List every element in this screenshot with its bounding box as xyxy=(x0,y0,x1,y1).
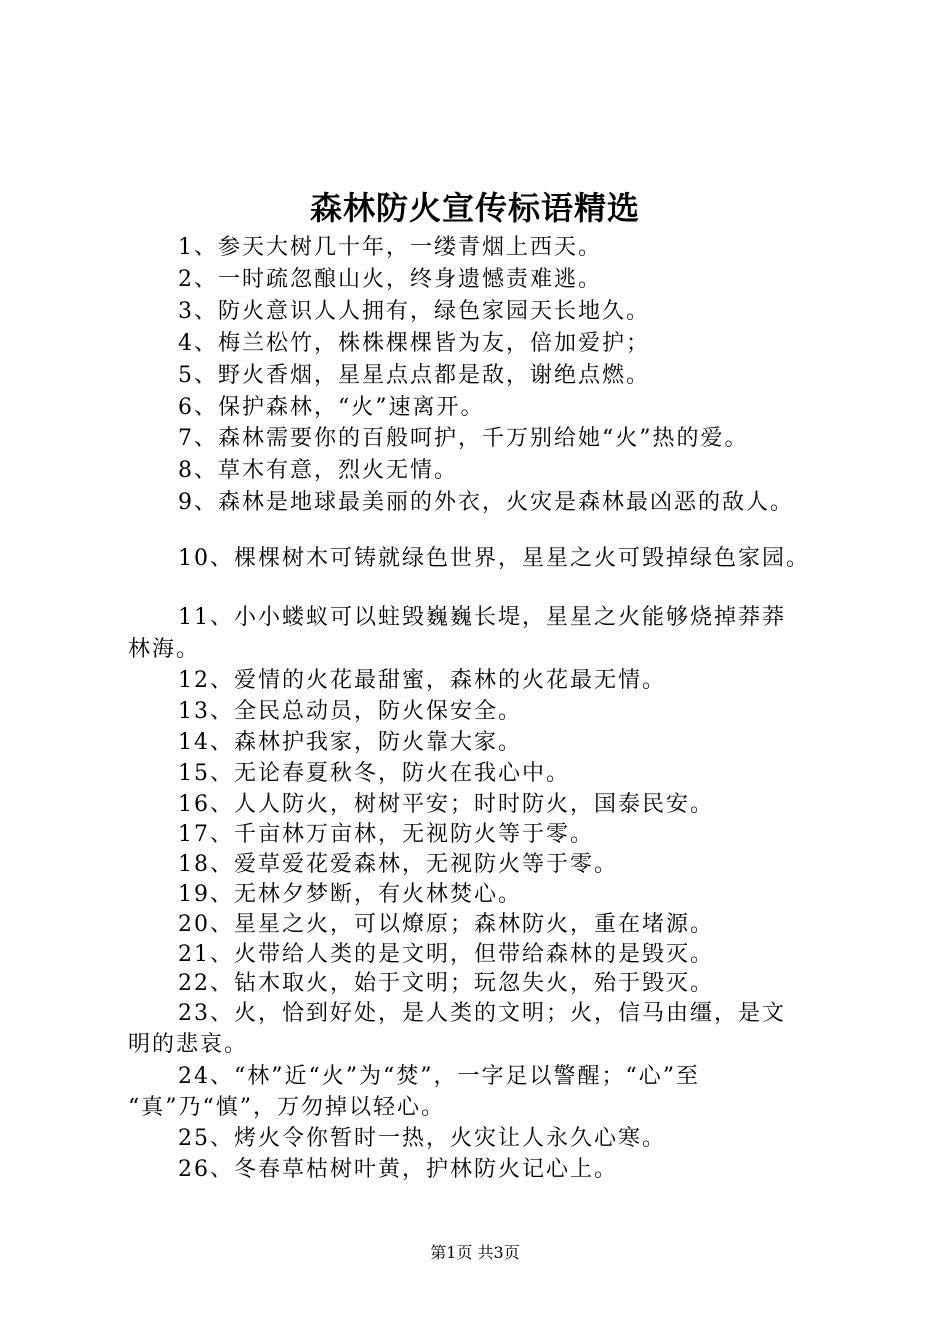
slogan-line: 10、棵棵树木可铸就绿色世界，星星之火可毁掉绿色家园。 xyxy=(178,546,810,571)
slogan-line: 13、全民总动员，防火保安全。 xyxy=(178,699,522,724)
slogan-line: 5、野火香烟，星星点点都是敌，谢绝点燃。 xyxy=(178,363,650,388)
slogan-line: 14、森林护我家，防火靠大家。 xyxy=(178,730,522,755)
slogan-line: 16、人人防火，树树平安；时时防火，国泰民安。 xyxy=(178,792,714,817)
slogan-line: 25、烤火令你暂时一热，火灾让人永久心寒。 xyxy=(178,1126,666,1151)
slogan-line-continuation: 明的悲哀。 xyxy=(128,1032,249,1057)
slogan-line: 26、冬春草枯树叶黄，护林防火记心上。 xyxy=(178,1157,618,1182)
slogan-line: 12、爱情的火花最甜蜜，森林的火花最无情。 xyxy=(178,668,666,693)
slogan-line: 24、“林”近“火”为“焚”，一字足以警醒；“心”至 xyxy=(178,1064,700,1089)
slogan-line: 8、草木有意，烈火无情。 xyxy=(178,458,458,483)
slogan-line: 17、千亩林万亩林，无视防火等于零。 xyxy=(178,822,594,847)
slogan-line: 2、一时疏忽酿山火，终身遗憾责难逃。 xyxy=(178,267,602,292)
slogan-line: 15、无论春夏秋冬，防火在我心中。 xyxy=(178,761,570,786)
slogan-line: 6、保护森林，“火”速离开。 xyxy=(178,395,485,420)
slogan-line: 19、无林夕梦断，有火林焚心。 xyxy=(178,882,522,907)
slogan-line: 1、参天大树几十年，一缕青烟上西天。 xyxy=(178,235,602,260)
slogan-line: 4、梅兰松竹，株株棵棵皆为友，倍加爱护； xyxy=(178,331,650,356)
slogan-line: 23、火，恰到好处，是人类的文明；火，信马由缰，是文 xyxy=(178,1001,786,1026)
slogan-line-continuation: “真”乃“慎”，万勿掉以轻心。 xyxy=(128,1095,445,1120)
slogan-line: 22、钻木取火，始于文明；玩忽失火，殆于毁灭。 xyxy=(178,971,714,996)
slogan-line: 18、爱草爱花爱森林，无视防火等于零。 xyxy=(178,852,618,877)
slogan-line: 21、火带给人类的是文明，但带给森林的是毁灭。 xyxy=(178,942,714,967)
slogan-line: 7、森林需要你的百般呵护，千万别给她“火”热的爱。 xyxy=(178,426,749,451)
slogan-line-continuation: 林海。 xyxy=(128,637,201,662)
slogan-line: 11、小小蝼蚁可以蛀毁巍巍长堤，星星之火能够烧掉莽莽 xyxy=(178,605,786,630)
slogan-line: 3、防火意识人人拥有，绿色家园天长地久。 xyxy=(178,299,650,324)
document-title: 森林防火宣传标语精选 xyxy=(309,189,640,227)
page-number-footer: 第1页 共3页 xyxy=(430,1243,520,1262)
slogan-line: 9、森林是地球最美丽的外衣，火灾是森林最凶恶的敌人。 xyxy=(178,490,794,515)
slogan-line: 20、星星之火，可以燎原；森林防火，重在堵源。 xyxy=(178,912,714,937)
